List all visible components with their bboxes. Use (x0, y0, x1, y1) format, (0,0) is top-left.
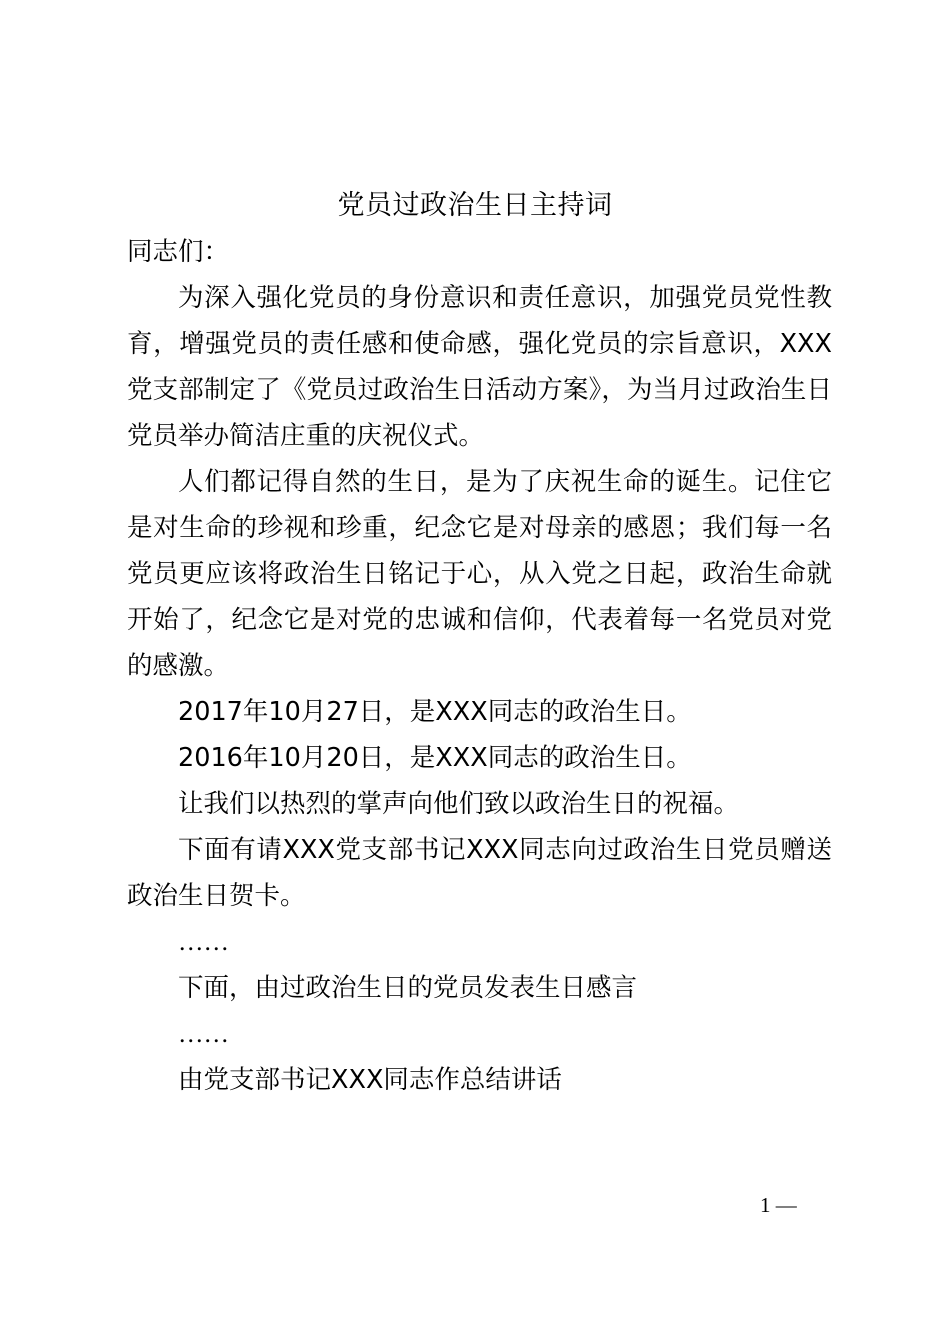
paragraph-summary: 由党支部书记XXX同志作总结讲话 (178, 1065, 562, 1095)
ellipsis-2: …… (178, 1019, 229, 1048)
paragraph-birthday-1: 2017年10月27日，是XXX同志的政治生日。 (178, 697, 692, 727)
paragraph-speech: 下面，由过政治生日的党员发表生日感言 (178, 973, 638, 1003)
page-number: 1 — (760, 1193, 797, 1217)
paragraph-card-presentation: 下面有请XXX党支部书记XXX同志向过政治生日党员赠送政治生日贺卡。 (127, 835, 832, 911)
salutation: 同志们： (127, 237, 230, 267)
document-title: 党员过政治生日主持词 (337, 190, 613, 221)
paragraph-meaning: 人们都记得自然的生日，是为了庆祝生命的诞生。记住它是对生命的珍视和珍重，纪念它是对母亲的感恩；我们每一名党员更应该将政治生日铭记于心，从入党之日起，政治生命就开始了，纪念它是对党的忠诚和信仰，代表着每一名党员对党的感激。 (127, 467, 832, 681)
document-body (127, 229, 832, 1103)
paragraph-purpose: 为深入强化党员的身份意识和责任意识，加强党员党性教育，增强党员的责任感和使命感，强化党员的宗旨意识，XXX党支部制定了《党员过政治生日活动方案》，为当月过政治生日党员举办简洁庄重的庆祝仪式。 (127, 283, 832, 451)
ellipsis-1: …… (178, 927, 229, 956)
paragraph-birthday-2: 2016年10月20日，是XXX同志的政治生日。 (178, 743, 692, 773)
paragraph-applause: 让我们以热烈的掌声向他们致以政治生日的祝福。 (178, 789, 740, 819)
